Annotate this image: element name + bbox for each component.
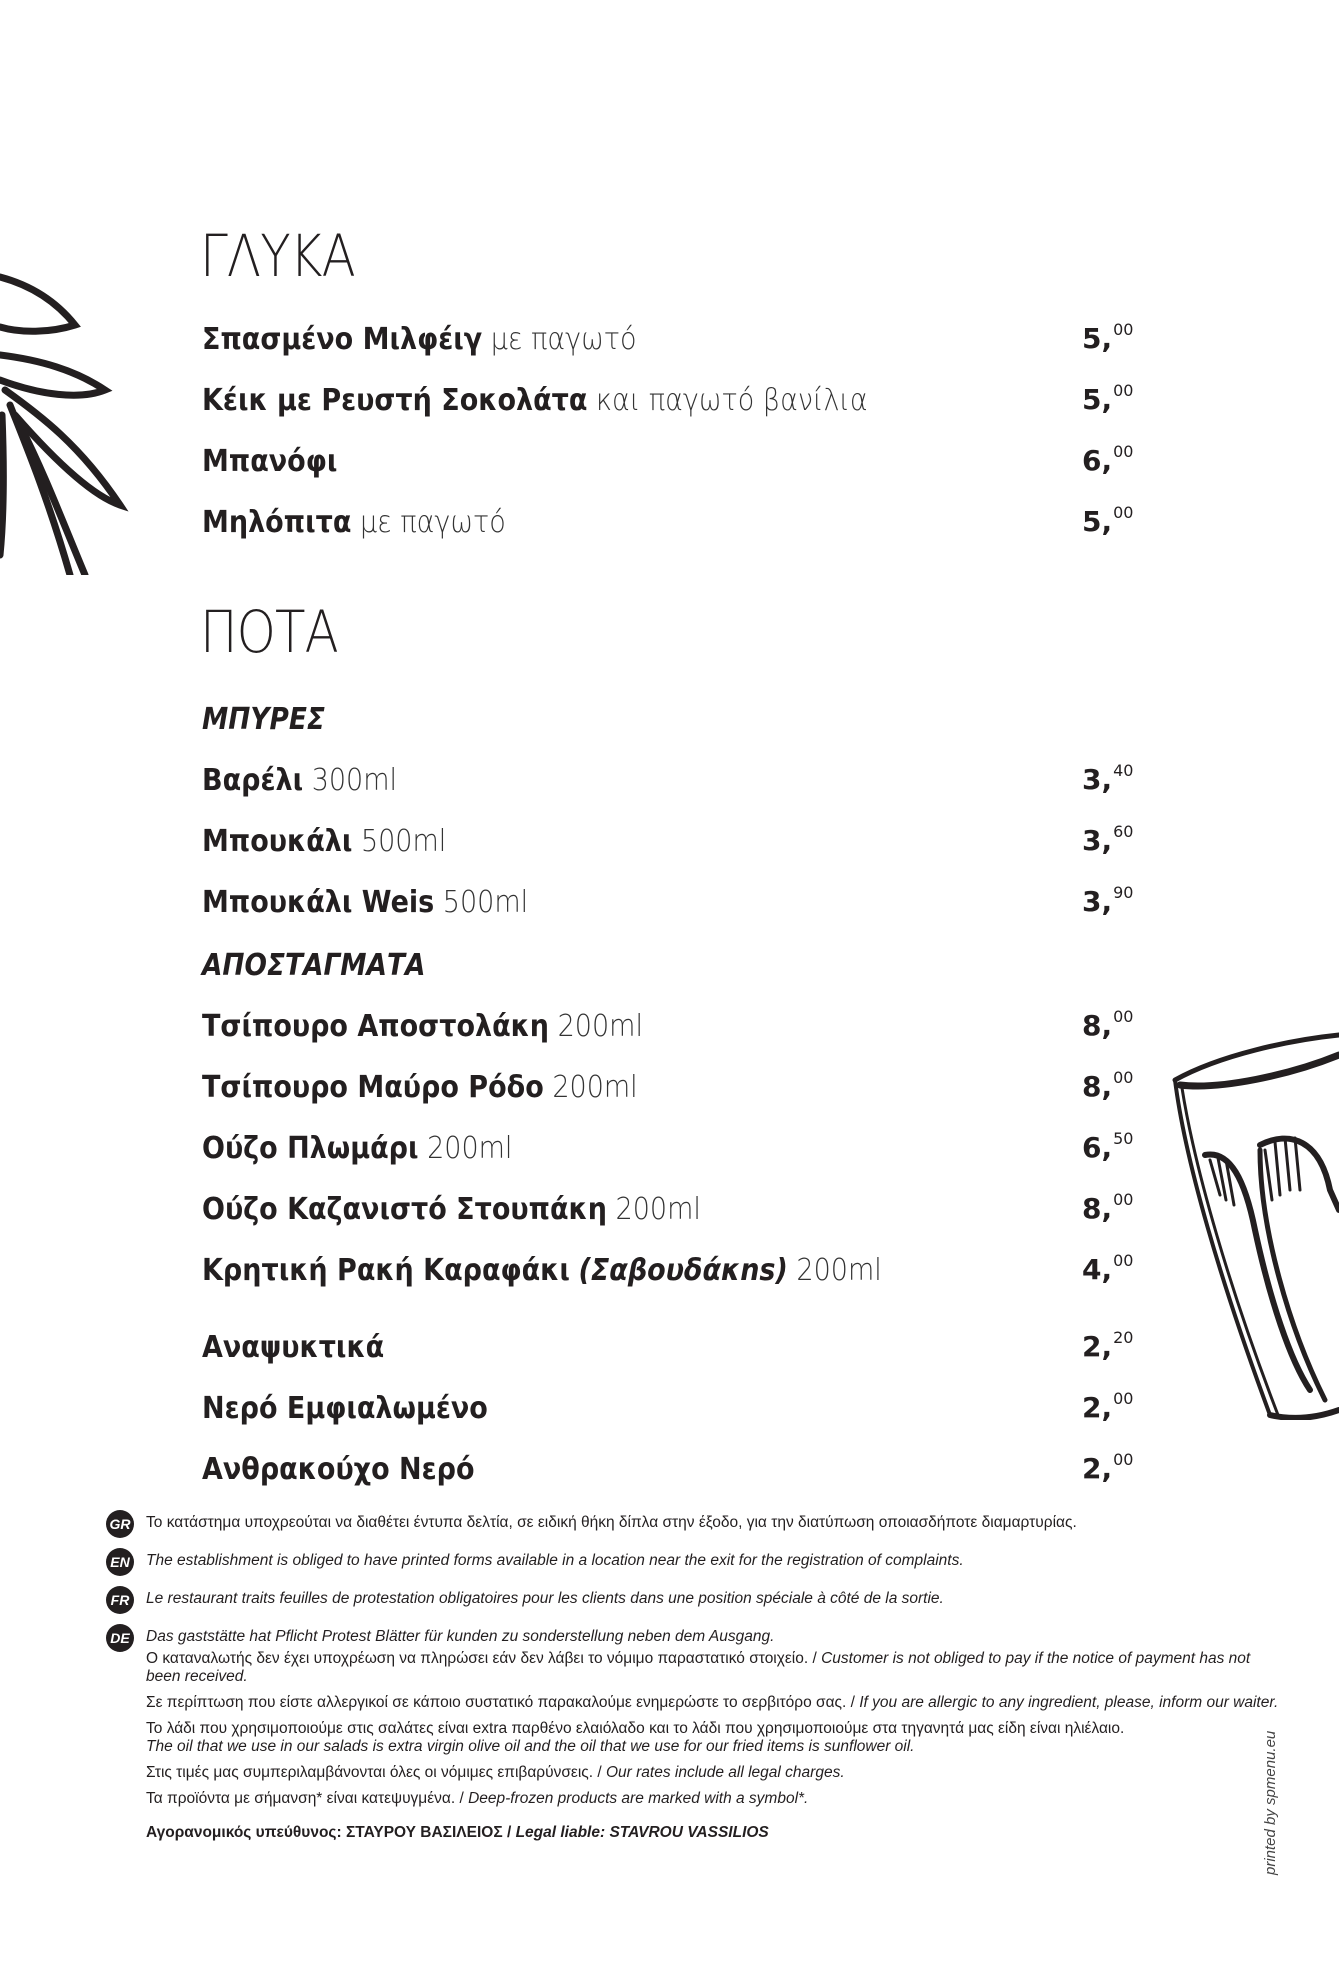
rates-notice: Στις τιμές μας συμπεριλαμβάνονται όλες οι νόμιμες επιβαρύνσεις. / Our rates include all legal charges. xyxy=(146,1764,845,1781)
item-name: Σπασμένο Μιλφέιγ xyxy=(202,322,483,357)
item-desc: με παγωτό xyxy=(359,505,506,540)
notice-fr: FR Le restaurant traits feuilles de protestation obligatoires pour les clients dans une position spéciale à côté de la sortie. xyxy=(106,1590,1256,1628)
item-price: 8,00 xyxy=(1082,1007,1134,1042)
menu-item xyxy=(202,1070,1142,1114)
menu-item xyxy=(202,505,1142,549)
item-price: 5,00 xyxy=(1082,381,1134,416)
frozen-notice: Τα προϊόντα με σήμανση* είναι κατεψυγμένα. / Deep-frozen products are marked with a symbol*. xyxy=(146,1790,809,1807)
menu-item xyxy=(202,1131,1142,1175)
leaf-illustration-icon xyxy=(0,255,130,575)
notice-en: EN The establishment is obliged to have printed forms available in a location near the exit for the registration of complaints. xyxy=(106,1552,1256,1590)
item-desc: 200ml xyxy=(427,1131,513,1166)
menu-item xyxy=(202,1192,1142,1236)
item-desc: 200ml xyxy=(615,1192,701,1227)
item-price: 6,00 xyxy=(1082,442,1134,477)
menu-item xyxy=(202,1452,1142,1496)
item-price: 3,40 xyxy=(1082,761,1134,796)
subsection-title-beers: ΜΠΥΡΕΣ xyxy=(202,702,325,737)
language-badge-gr: GR xyxy=(106,1510,134,1538)
item-price: 8,00 xyxy=(1082,1068,1134,1103)
menu-item xyxy=(202,444,1142,488)
item-price: 3,60 xyxy=(1082,822,1134,857)
menu-item xyxy=(202,763,1142,807)
item-name: Μπουκάλι xyxy=(202,824,353,859)
language-badge-en: EN xyxy=(106,1548,134,1576)
item-desc: 300ml xyxy=(311,763,398,798)
item-name: Κέικ με Ρευστή Σοκολάτα xyxy=(202,383,588,418)
item-price: 3,90 xyxy=(1082,883,1134,918)
subsection-title-spirits: ΑΠΟΣΤΑΓΜΑΤΑ xyxy=(202,948,426,983)
item-name: Μπανόφι xyxy=(202,444,338,479)
menu-item xyxy=(202,885,1142,929)
item-desc: 200ml xyxy=(796,1253,882,1288)
item-price: 5,00 xyxy=(1082,320,1134,355)
item-desc: 500ml xyxy=(442,885,529,920)
item-price: 2,20 xyxy=(1082,1328,1134,1363)
item-name: Ούζο Πλωμάρι xyxy=(202,1131,419,1166)
notice-gr: GR Το κατάστημα υποχρεούται να διαθέτει έντυπα δελτία, σε ειδική θήκη δίπλα στην έξοδο, για την διατύπωση οποιασδήποτε διαμαρτυρίας. xyxy=(106,1514,1256,1552)
menu-item xyxy=(202,1009,1142,1053)
section-title-drinks: ΠΟΤΑ xyxy=(200,598,338,666)
menu-item xyxy=(202,1330,1142,1374)
menu-item xyxy=(202,1253,1142,1297)
printed-by-credit: printed by spmenu.eu xyxy=(1262,1730,1279,1875)
item-price: 6,50 xyxy=(1082,1129,1134,1164)
glass-illustration-icon xyxy=(1160,1030,1339,1420)
item-name: Νερό Εμφιαλωμένο xyxy=(202,1391,488,1426)
item-name: Ανθρακούχο Νερό xyxy=(202,1452,475,1487)
item-desc: 500ml xyxy=(360,824,447,859)
language-badge-de: DE xyxy=(106,1624,134,1652)
item-name: Αναψυκτικά xyxy=(202,1330,385,1365)
item-desc: με παγωτό xyxy=(490,322,637,357)
item-price: 2,00 xyxy=(1082,1450,1134,1485)
item-price: 8,00 xyxy=(1082,1190,1134,1225)
item-desc: 200ml xyxy=(557,1009,643,1044)
menu-item xyxy=(202,824,1142,868)
item-name: Ούζο Καζανιστό Στουπάκη xyxy=(202,1192,607,1227)
item-name: Μπουκάλι Weis xyxy=(202,885,435,920)
item-price: 2,00 xyxy=(1082,1389,1134,1424)
item-name: Τσίπουρο Μαύρο Ρόδο xyxy=(202,1070,544,1105)
item-name: Βαρέλι xyxy=(202,763,304,798)
legal-liable: Αγορανομικός υπεύθυνος: ΣΤΑΥΡΟΥ ΒΑΣΙΛΕΙΟΣ / Legal liable: STAVROU VASSILIOS xyxy=(146,1824,769,1841)
language-badge-fr: FR xyxy=(106,1586,134,1614)
notice-de: DE Das gaststätte hat Pflicht Protest Blätter für kunden zu sonderstellung neben dem Ausgang. xyxy=(106,1628,1256,1650)
item-price: 5,00 xyxy=(1082,503,1134,538)
section-title-desserts: ΓΛΥΚΑ xyxy=(200,222,355,290)
menu-item xyxy=(202,322,1142,366)
menu-item xyxy=(202,383,1142,427)
oil-notice: Το λάδι που χρησιμοποιούμε στις σαλάτες είναι extra παρθένο ελαιόλαδο και το λάδι που χρησιμοποιούμε στα τηγανητά μας είδη είναι ηλιέλαιο. The oil that we use in our salads is extra virgin olive oil and the oil that we use for our fried items is sunflower oil. xyxy=(146,1720,1125,1755)
allergy-notice: Σε περίπτωση που είστε αλλεργικοί σε κάποιο συστατικό παρακαλούμε ενημερώστε το σερβιτόρο σας. / If you are allergic to any ingredient, please, inform our waiter. xyxy=(146,1694,1279,1711)
item-desc: 200ml xyxy=(552,1070,638,1105)
item-producer: (Σαβουδάκns) xyxy=(578,1253,788,1288)
item-name: Τσίπουρο Αποστολάκη xyxy=(202,1009,550,1044)
item-price: 4,00 xyxy=(1082,1251,1134,1286)
item-name: Κρητική Ρακή Καραφάκι xyxy=(202,1253,570,1288)
payment-notice: Ο καταναλωτής δεν έχει υποχρέωση να πληρώσει εάν δεν λάβει το νόμιμο παραστατικό στοιχείο. / Customer is not obliged to pay if the notice of payment has not been received. xyxy=(146,1650,1251,1685)
item-desc: και παγωτό βανίλια xyxy=(596,383,868,418)
item-name: Μηλόπιτα xyxy=(202,505,352,540)
menu-item xyxy=(202,1391,1142,1435)
